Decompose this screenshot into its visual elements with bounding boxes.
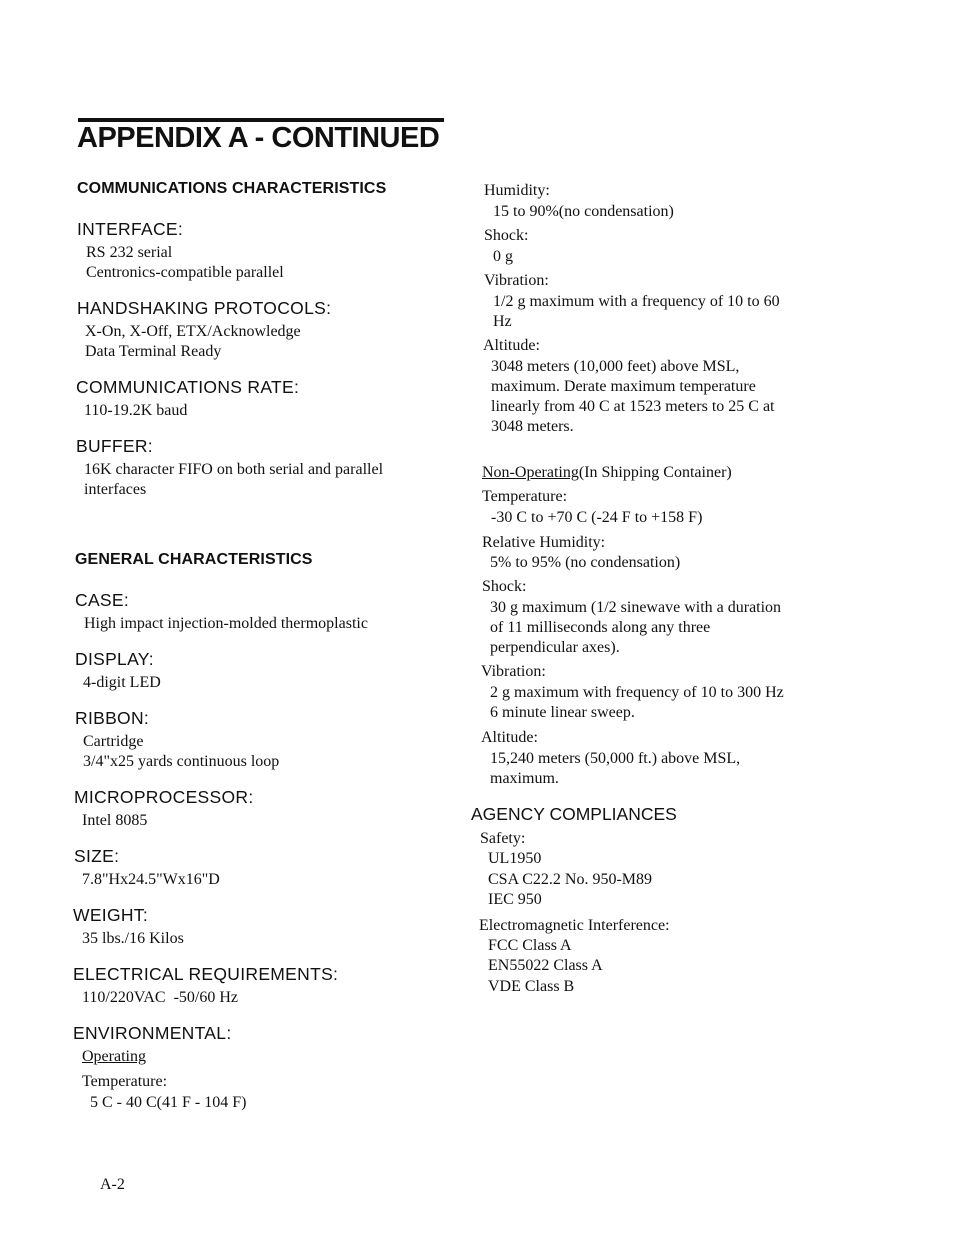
buffer-line-2: interfaces — [84, 481, 147, 498]
safety-label: Safety: — [480, 830, 526, 847]
agency-heading: AGENCY COMPLIANCES — [471, 804, 677, 824]
size-line-1: 7.8"Hx24.5"Wx16"D — [82, 871, 220, 888]
weight-label: WEIGHT: — [73, 905, 149, 925]
page-number: A-2 — [100, 1176, 125, 1193]
nonop-humidity-label: Relative Humidity: — [482, 534, 606, 551]
emi-label: Electromagnetic Interference: — [479, 917, 670, 934]
microprocessor-label: MICROPROCESSOR: — [74, 787, 254, 807]
emi-line-2: EN55022 Class A — [488, 957, 603, 974]
op-shock-label: Shock: — [484, 227, 529, 244]
emi-line-1: FCC Class A — [488, 937, 572, 954]
nonop-shock-line-1: 30 g maximum (1/2 sinewave with a duration — [490, 599, 782, 616]
nonop-humidity-line-1: 5% to 95% (no condensation) — [490, 554, 681, 571]
nonop-altitude-line-2: maximum. — [490, 770, 559, 787]
display-line-1: 4-digit LED — [83, 674, 161, 691]
safety-line-1: UL1950 — [488, 850, 542, 867]
op-vibration-line-1: 1/2 g maximum with a frequency of 10 to 60 — [493, 293, 780, 310]
interface-line-1: RS 232 serial — [86, 244, 173, 261]
nonop-vibration-label: Vibration: — [481, 663, 546, 680]
comm-heading: COMMUNICATIONS CHARACTERISTICS — [77, 180, 387, 197]
op-altitude-label: Altitude: — [483, 337, 540, 354]
nonop-shock-label: Shock: — [482, 578, 527, 595]
weight-line-1: 35 lbs./16 Kilos — [82, 930, 184, 947]
operating-label: Operating — [82, 1048, 146, 1065]
ribbon-label: RIBBON: — [75, 708, 150, 728]
emi-line-3: VDE Class B — [488, 978, 575, 995]
op-shock-line-1: 0 g — [493, 248, 513, 265]
rate-line-1: 110-19.2K baud — [84, 402, 188, 419]
interface-label: INTERFACE: — [77, 219, 184, 239]
case-label: CASE: — [75, 590, 130, 610]
electrical-line-1: 110/220VAC -50/60 Hz — [82, 989, 238, 1006]
op-altitude-line-2: maximum. Derate maximum temperature — [491, 378, 756, 395]
operating-temperature-label: Temperature: — [82, 1073, 168, 1090]
non-operating-heading — [482, 463, 732, 483]
handshaking-line-2: Data Terminal Ready — [85, 343, 222, 360]
buffer-line-1: 16K character FIFO on both serial and parallel — [84, 461, 384, 478]
humidity-line-1: 15 to 90%(no condensation) — [493, 203, 674, 220]
electrical-label: ELECTRICAL REQUIREMENTS: — [73, 964, 339, 984]
ribbon-line-1: Cartridge — [83, 733, 144, 750]
op-altitude-line-3: linearly from 40 C at 1523 meters to 25 C at — [491, 398, 775, 415]
display-label: DISPLAY: — [75, 649, 154, 669]
rate-label: COMMUNICATIONS RATE: — [76, 377, 300, 397]
op-vibration-line-2: Hz — [493, 313, 512, 330]
ribbon-line-2: 3/4"x25 yards continuous loop — [83, 753, 280, 770]
case-line-1: High impact injection-molded thermoplastic — [84, 615, 368, 632]
nonop-shock-line-3: perpendicular axes). — [490, 639, 620, 656]
nonop-temperature-line-1: -30 C to +70 C (-24 F to +158 F) — [491, 509, 703, 526]
handshaking-label: HANDSHAKING PROTOCOLS: — [77, 298, 332, 318]
nonop-altitude-line-1: 15,240 meters (50,000 ft.) above MSL, — [490, 750, 741, 767]
page-title: APPENDIX A - CONTINUED — [77, 122, 440, 154]
nonop-shock-line-2: of 11 milliseconds along any three — [490, 619, 711, 636]
op-altitude-line-4: 3048 meters. — [491, 418, 574, 435]
nonop-temperature-label: Temperature: — [482, 488, 568, 505]
non-operating-heading-rest: (In Shipping Container) — [578, 464, 732, 481]
humidity-label: Humidity: — [484, 182, 550, 199]
handshaking-line-1: X-On, X-Off, ETX/Acknowledge — [85, 323, 301, 340]
op-vibration-label: Vibration: — [484, 272, 549, 289]
interface-line-2: Centronics-compatible parallel — [86, 264, 284, 281]
nonop-vibration-line-1: 2 g maximum with frequency of 10 to 300 Hz — [490, 684, 784, 701]
non-operating-heading-underlined: Non-Operating — [482, 464, 579, 481]
operating-temperature-value: 5 C - 40 C(41 F - 104 F) — [90, 1094, 247, 1111]
general-heading: GENERAL CHARACTERISTICS — [75, 551, 313, 568]
nonop-vibration-line-2: 6 minute linear sweep. — [490, 704, 635, 721]
nonop-altitude-label: Altitude: — [481, 729, 538, 746]
size-label: SIZE: — [74, 846, 120, 866]
safety-line-2: CSA C22.2 No. 950-M89 — [488, 871, 653, 888]
op-altitude-line-1: 3048 meters (10,000 feet) above MSL, — [491, 358, 740, 375]
microprocessor-line-1: Intel 8085 — [82, 812, 148, 829]
buffer-label: BUFFER: — [76, 436, 153, 456]
environmental-label: ENVIRONMENTAL: — [73, 1023, 232, 1043]
safety-line-3: IEC 950 — [488, 891, 542, 908]
